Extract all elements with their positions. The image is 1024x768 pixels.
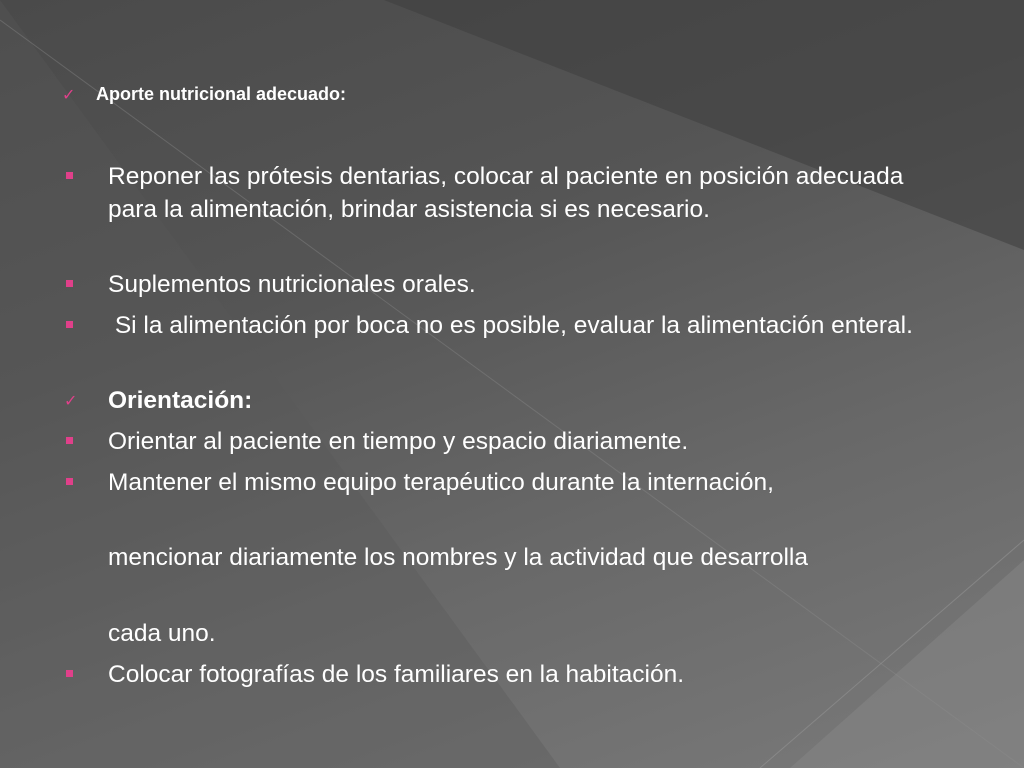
square-bullet-icon [66, 478, 73, 485]
list-item-text: mencionar diariamente los nombres y la actividad que desarrolla [108, 544, 808, 571]
square-bullet-icon [66, 172, 73, 179]
square-bullet-icon [66, 280, 73, 287]
section-heading [62, 84, 346, 105]
list-item-text: Colocar fotografías de los familiares en la habitación. [108, 661, 685, 688]
list-item-text: Orientar al paciente en tiempo y espacio diariamente. [108, 428, 689, 455]
checkmark-icon: ✓ [62, 85, 76, 104]
square-bullet-icon [66, 670, 73, 677]
continuation-line [62, 617, 962, 650]
list-item-text: Suplementos nutricionales orales. [108, 271, 476, 298]
list-item-text: Mantener el mismo equipo terapéutico durante la internación, [108, 469, 774, 496]
list-item [62, 425, 962, 458]
checkmark-icon: ✓ [64, 391, 78, 410]
list-item-text: Reponer las prótesis dentarias, colocar al paciente en posición adecuada para la alimentación, brindar asistencia si es necesario. [108, 163, 904, 223]
list-item [62, 160, 962, 226]
heading-text: Aporte nutricional adecuado: [96, 84, 347, 104]
list-item [62, 268, 962, 301]
list-item [62, 309, 962, 342]
list-item [62, 658, 962, 691]
list-item-text: cada uno. [108, 620, 216, 647]
subheading-item [62, 384, 962, 417]
square-bullet-icon [66, 321, 73, 328]
continuation-line [62, 541, 962, 574]
list-item [62, 466, 962, 499]
subheading-text: Orientación: [108, 387, 253, 414]
list-item-text: Si la alimentación por boca no es posible, evaluar la alimentación enteral. [108, 312, 913, 339]
square-bullet-icon [66, 437, 73, 444]
